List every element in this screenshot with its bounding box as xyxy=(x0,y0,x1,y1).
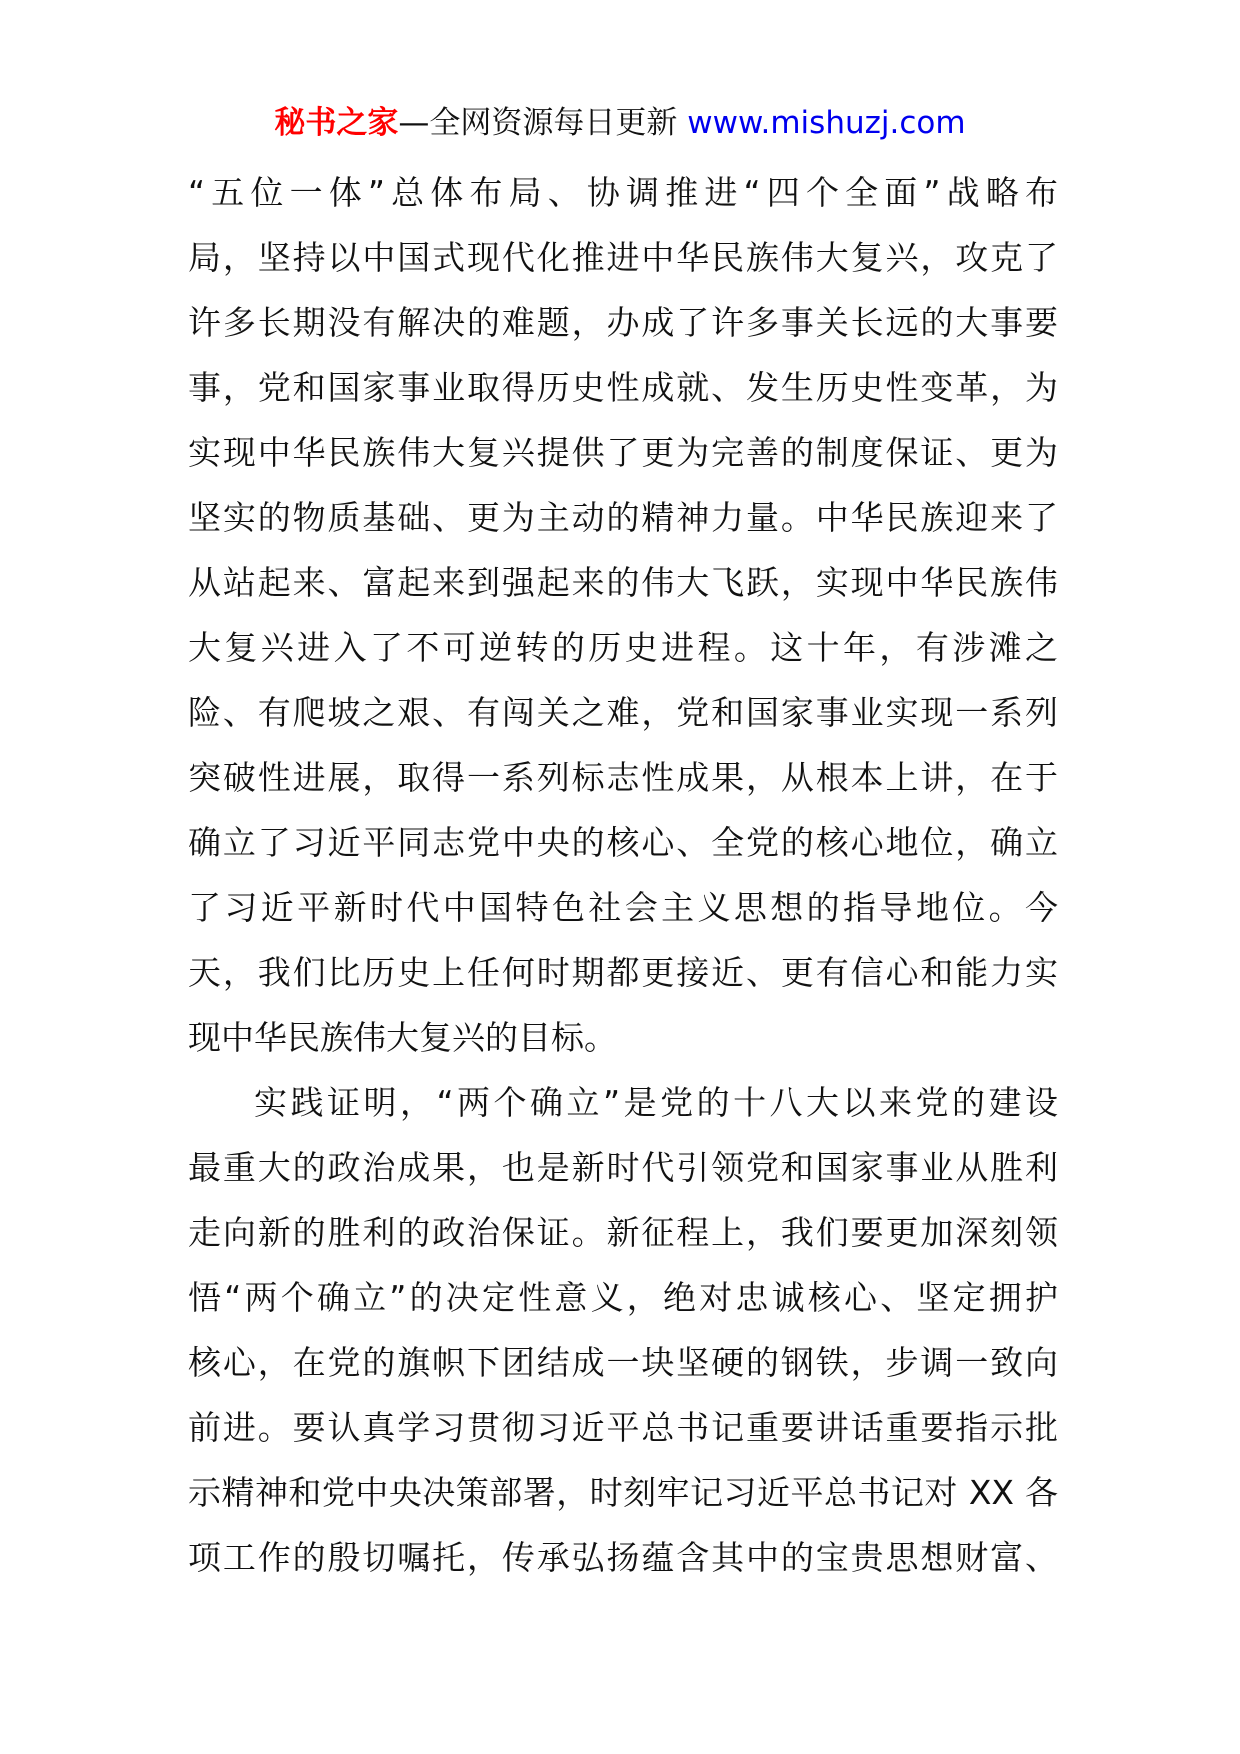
text-line: 悟“两个确立”的决定性意义，绝对忠诚核心、坚定拥护 xyxy=(188,1278,1058,1317)
site-brand: 秘书之家 xyxy=(274,105,399,141)
text-line: 局，坚持以中国式现代化推进中华民族伟大复兴，攻克了 xyxy=(188,238,1058,277)
text-line: 从站起来、富起来到强起来的伟大飞跃，实现中华民族伟 xyxy=(188,563,1058,602)
text-line: 核心，在党的旗帜下团结成一块坚硬的钢铁，步调一致向 xyxy=(188,1343,1058,1382)
paragraph-first-line: 实践证明，“两个确立”是党的十八大以来党的建设 xyxy=(254,1083,1058,1122)
text-line: 突破性进展，取得一系列标志性成果，从根本上讲，在于 xyxy=(188,758,1058,797)
text-line: 大复兴进入了不可逆转的历史进程。这十年，有涉滩之 xyxy=(188,628,1058,667)
text-line: 许多长期没有解决的难题，办成了许多事关长远的大事要 xyxy=(188,303,1058,342)
text-line: 天，我们比历史上任何时期都更接近、更有信心和能力实 xyxy=(188,953,1058,992)
text-line: 坚实的物质基础、更为主动的精神力量。中华民族迎来了 xyxy=(188,498,1058,537)
text-line: 险、有爬坡之艰、有闯关之难，党和国家事业实现一系列 xyxy=(188,693,1058,732)
text-line: 示精神和党中央决策部署，时刻牢记习近平总书记对 XX 各 xyxy=(188,1473,1058,1512)
site-header xyxy=(0,103,1240,143)
site-url-link[interactable]: www.mishuzj.com xyxy=(687,105,966,141)
text-line: 前进。要认真学习贯彻习近平总书记重要讲话重要指示批 xyxy=(188,1408,1058,1447)
site-tagline: —全网资源每日更新 xyxy=(398,105,678,141)
text-line: 走向新的胜利的政治保证。新征程上，我们要更加深刻领 xyxy=(188,1213,1058,1252)
document-body xyxy=(188,160,1058,1590)
text-line: 现中华民族伟大复兴的目标。 xyxy=(188,1018,617,1057)
text-line: 事，党和国家事业取得历史性成就、发生历史性变革，为 xyxy=(188,368,1058,407)
text-line: 确立了习近平同志党中央的核心、全党的核心地位，确立 xyxy=(188,823,1058,862)
text-line: “五位一体”总体布局、协调推进“四个全面”战略布 xyxy=(188,173,1058,212)
text-line: 了习近平新时代中国特色社会主义思想的指导地位。今 xyxy=(188,888,1058,927)
text-line: 实现中华民族伟大复兴提供了更为完善的制度保证、更为 xyxy=(188,433,1058,472)
text-line: 最重大的政治成果，也是新时代引领党和国家事业从胜利 xyxy=(188,1148,1058,1187)
text-line: 项工作的殷切嘱托，传承弘扬蕴含其中的宝贵思想财富、 xyxy=(188,1538,1058,1577)
